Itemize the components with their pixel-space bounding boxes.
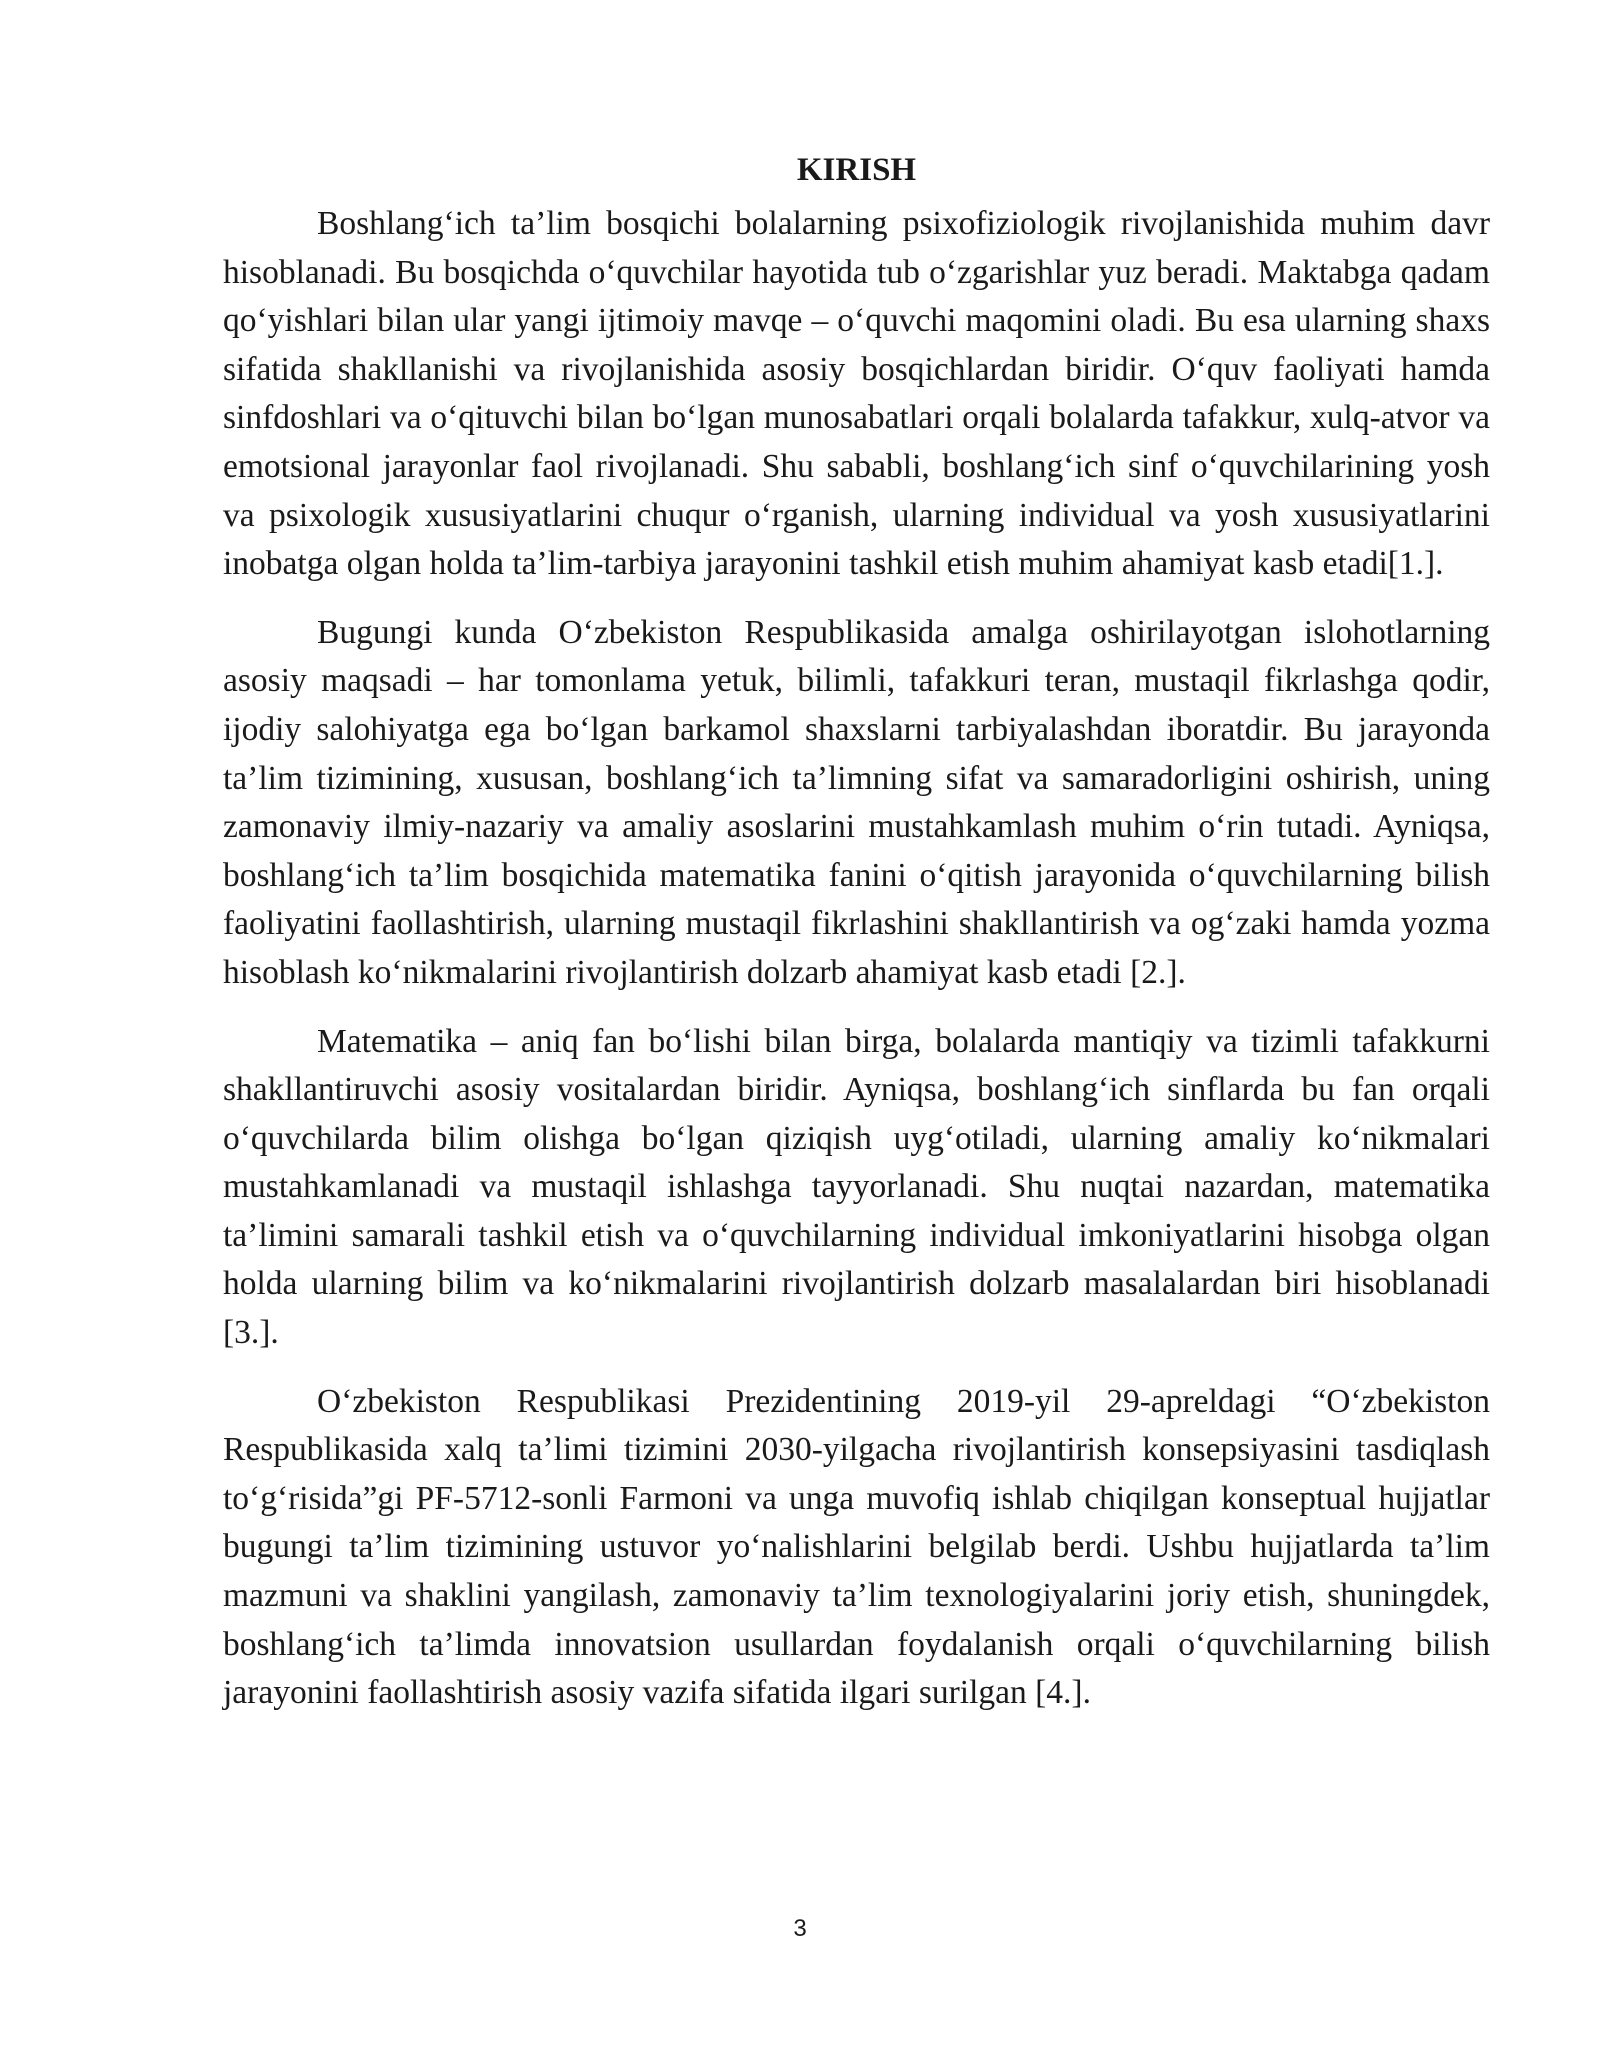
paragraph-3: Matematika – aniq fan bo‘lishi bilan birga, bolalarda mantiqiy va tizimli tafakkurni shakllantiruvchi asosiy vositalardan biridir. Ayniqsa, boshlang‘ich sinflarda bu fan orqali o‘quvchilarda bilim olishga bo‘lgan qiziqish uyg‘otiladi, ularning amaliy ko‘nikmalari mustahkamlanadi va mustaqil ishlashga tayyorlanadi. Shu nuqtai nazardan, matematika ta’limini samarali tashkil etish va o‘quvchilarning individual imkoniyatlarini hisobga olgan holda ularning bilim va ko‘nikmalarini rivojlantirish dolzarb masalalardan biri hisoblanadi [3.]. — [223, 1022, 1490, 1352]
page-number: 3 — [793, 1915, 807, 1942]
section-title: KIRISH — [796, 152, 917, 188]
paragraph-2: Bugungi kunda O‘zbekiston Respublikasida amalga oshirilayotgan islohotlarning asosiy maqsadi – har tomonlama yetuk, bilimli, tafakkuri teran, mustaqil fikrlashga qodir, ijodiy salohiyatga ega bo‘lgan barkamol shaxslarni tarbiyalashdan iboratdir. Bu jarayonda ta’lim tizimining, xususan, boshlang‘ich ta’limning sifat va samaradorligini oshirish, uning zamonaviy ilmiy-nazariy va amaliy asoslarini mustahkamlash muhim o‘rin tutadi. Ayniqsa, boshlang‘ich ta’lim bosqichida matematika fanini o‘qitish jarayonida o‘quvchilarning bilish faoliyatini faollashtirish, ularning mustaqil fikrlashini shakllantirish va og‘zaki hamda yozma hisoblash ko‘nikmalarini rivojlantirish dolzarb ahamiyat kasb etadi [2.]. — [223, 613, 1490, 991]
paragraph-1: Boshlang‘ich ta’lim bosqichi bolalarning psixofiziologik rivojlanishida muhim davr hisoblanadi. Bu bosqichda o‘quvchilar hayotida tub o‘zgarishlar yuz beradi. Maktabga qadam qo‘yishlari bilan ular yangi ijtimoiy mavqe – o‘quvchi maqomini oladi. Bu esa ularning shaxs sifatida shakllanishi va rivojlanishida asosiy bosqichlardan biridir. O‘quv faoliyati hamda sinfdoshlari va o‘qituvchi bilan bo‘lgan munosabatlari orqali bolalarda tafakkur, xulq-atvor va emotsional jarayonlar faol rivojlanadi. Shu sababli, boshlang‘ich sinf o‘quvchilarining yosh va psixologik xususiyatlarini chuqur o‘rganish, ularning individual va yosh xususiyatlarini inobatga olgan holda ta’lim-tarbiya jarayonini tashkil etish muhim ahamiyat kasb etadi[1.]. — [223, 205, 1490, 583]
paragraph-4: O‘zbekiston Respublikasi Prezidentining 2019-yil 29-apreldagi “O‘zbekiston Respublikasida xalq ta’limi tizimini 2030-yilgacha rivojlantirish konsepsiyasini tasdiqlash to‘g‘risida”gi PF-5712-sonli Farmoni va unga muvofiq ishlab chiqilgan konseptual hujjatlar bugungi ta’lim tizimining ustuvor yo‘nalishlarini belgilab berdi. Ushbu hujjatlarda ta’lim mazmuni va shaklini yangilash, zamonaviy ta’lim texnologiyalarini joriy etish, shuningdek, boshlang‘ich ta’limda innovatsion usullardan foydalanish orqali o‘quvchilarning bilish jarayonini faollashtirish asosiy vazifa sifatida ilgari surilgan [4.]. — [223, 1382, 1490, 1712]
page-body — [223, 146, 1490, 1738]
